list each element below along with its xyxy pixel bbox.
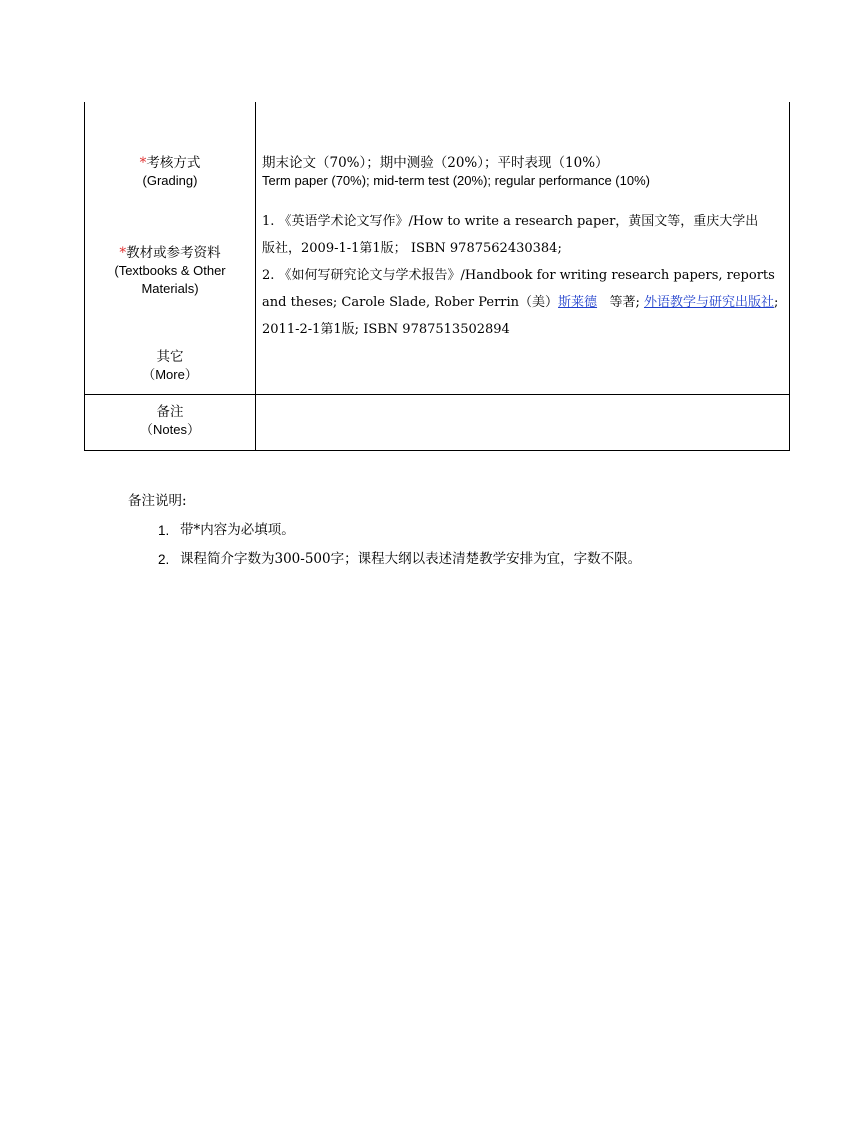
reference-2-line-2: and theses; Carole Slade, Rober Perrin（美）斯莱德 等著; 外语教学与研究出版社; bbox=[262, 295, 779, 310]
footnote-item bbox=[128, 516, 641, 545]
more-label bbox=[85, 348, 255, 384]
footnote-number: 2. bbox=[158, 552, 170, 567]
table-right-border bbox=[789, 102, 790, 450]
publisher-link[interactable]: 外语教学与研究出版社 bbox=[643, 295, 774, 310]
grading-content bbox=[262, 154, 784, 190]
notes-label bbox=[85, 403, 255, 439]
footnotes bbox=[128, 490, 641, 574]
course-info-table bbox=[84, 102, 790, 451]
grading-content-en: Term paper (70%); mid-term test (20%); regular performance (10%) bbox=[262, 173, 650, 188]
more-label-en: （More） bbox=[142, 367, 198, 382]
reference-1-line-2: 版社，2009-1-1第1版； ISBN 9787562430384; bbox=[262, 241, 562, 256]
required-star: * bbox=[139, 155, 147, 171]
footnote-number: 1. bbox=[158, 523, 170, 538]
materials-content bbox=[262, 208, 784, 343]
grading-label bbox=[85, 154, 255, 190]
grading-label-en: (Grading) bbox=[142, 173, 198, 188]
reference-2-line-1: 2. 《如何写研究论文与学术报告》/Handbook for writing research papers, reports bbox=[262, 268, 775, 283]
materials-label-en-2: Materials) bbox=[141, 281, 199, 296]
table-column-divider bbox=[255, 102, 256, 450]
footnotes-title: 备注说明: bbox=[128, 493, 187, 509]
footnote-text: 带*内容为必填项。 bbox=[180, 522, 295, 538]
row-divider-more-notes bbox=[84, 394, 790, 395]
materials-label-cn: *教材或参考资料 bbox=[119, 245, 221, 261]
more-label-cn: 其它 bbox=[156, 349, 184, 365]
grading-label-cn: *考核方式 bbox=[139, 155, 201, 171]
footnote-item bbox=[128, 545, 641, 574]
reference-1-line-1: 1. 《英语学术论文写作》/How to write a research paper，黄国文等，重庆大学出 bbox=[262, 214, 759, 229]
footnote-text: 课程简介字数为300-500字；课程大纲以表述清楚教学安排为宜，字数不限。 bbox=[180, 551, 642, 567]
materials-label bbox=[85, 244, 255, 298]
notes-label-en: （Notes） bbox=[140, 422, 200, 437]
materials-label-en-1: (Textbooks & Other bbox=[114, 263, 226, 278]
grading-content-cn: 期末论文（70%）；期中测验（20%）；平时表现（10%） bbox=[262, 155, 609, 171]
notes-label-cn: 备注 bbox=[156, 404, 184, 420]
required-star: * bbox=[119, 245, 127, 261]
reference-2-line-3: 2011-2-1第1版; ISBN 9787513502894 bbox=[262, 322, 510, 337]
author-link[interactable]: 斯莱德 bbox=[558, 295, 598, 310]
